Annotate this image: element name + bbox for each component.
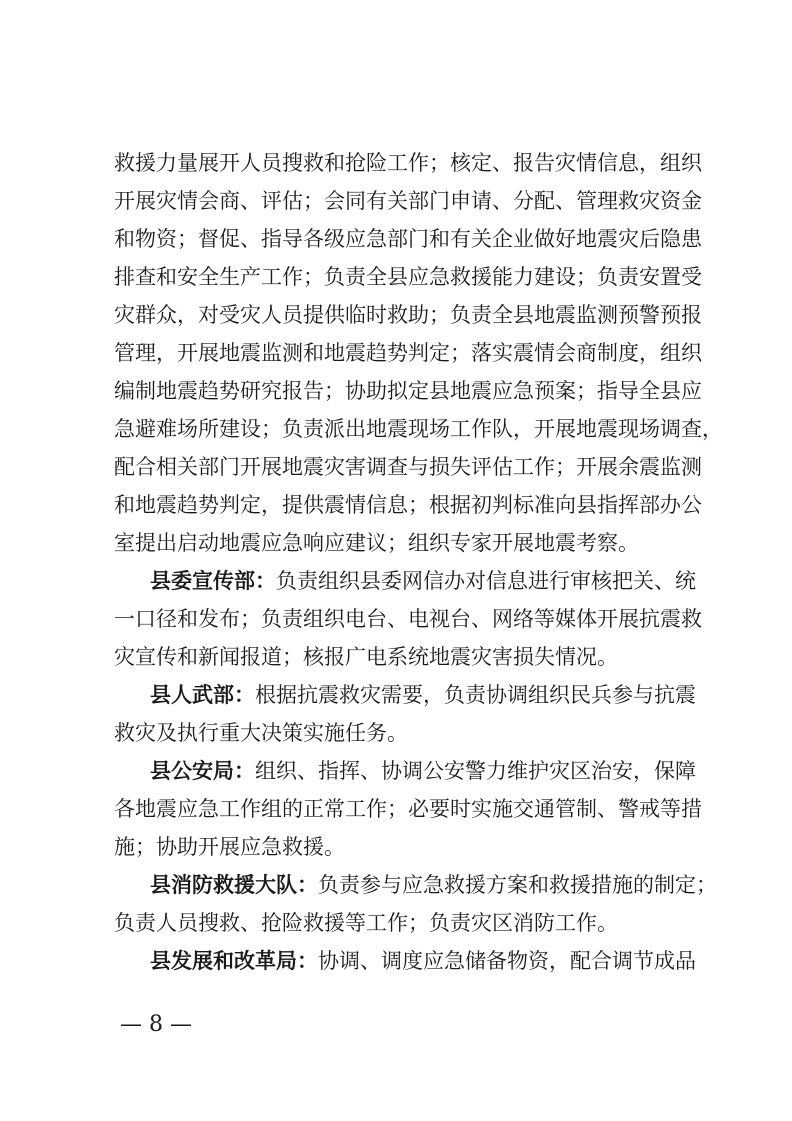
page-number: — 8 — xyxy=(120,1012,192,1037)
body-text-line: 灾群众，对受灾人员提供临时救助；负责全县地震监测预警预报 xyxy=(114,303,702,327)
body-text-line: 配合相关部门开展地震灾害调查与损失评估工作；开展余震监测 xyxy=(114,455,702,479)
section-heading: 县公安局： xyxy=(150,758,255,783)
section-police-first-line xyxy=(150,756,696,786)
body-text-line: 施；协助开展应急救援。 xyxy=(114,835,345,859)
body-text-line: 管理，开展地震监测和地震趋势判定；落实震情会商制度，组织 xyxy=(114,341,702,365)
body-text-line: 和地震趋势判定，提供震情信息；根据初判标准向县指挥部办公 xyxy=(114,493,702,517)
body-text-line: 救援力量展开人员搜救和抢险工作；核定、报告灾情信息，组织 xyxy=(114,151,702,175)
section-heading: 县委宣传部： xyxy=(150,568,276,593)
body-text-line: 室提出启动地震应急响应建议；组织专家开展地震考察。 xyxy=(114,531,639,555)
body-text-line: 开展灾情会商、评估；会同有关部门申请、分配、管理救灾资金 xyxy=(114,189,702,213)
body-text-line: 各地震应急工作组的正常工作；必要时实施交通管制、警戒等措 xyxy=(114,797,702,821)
body-text-line: 灾宣传和新闻报道；核报广电系统地震灾害损失情况。 xyxy=(114,645,618,669)
section-development-reform-first-line xyxy=(150,946,696,976)
section-publicity-first-line xyxy=(150,566,696,596)
section-text: 根据抗震救灾需要，负责协调组织民兵参与抗震 xyxy=(255,683,696,707)
section-armed-forces-first-line xyxy=(150,680,696,710)
body-text-line: 和物资；督促、指导各级应急部门和有关企业做好地震灾后隐患 xyxy=(114,227,702,251)
section-fire-rescue-first-line xyxy=(150,870,717,900)
body-text-line: 救灾及执行重大决策实施任务。 xyxy=(114,721,408,745)
body-text-line: 负责人员搜救、抢险救援等工作；负责灾区消防工作。 xyxy=(114,911,618,935)
section-heading: 县发展和改革局： xyxy=(150,948,318,973)
section-heading: 县消防救援大队： xyxy=(150,872,318,897)
section-text: 协调、调度应急储备物资，配合调节成品 xyxy=(318,949,696,973)
body-text-line: 编制地震趋势研究报告；协助拟定县地震应急预案；指导全县应 xyxy=(114,379,702,403)
body-text-line: 急避难场所建设；负责派出地震现场工作队，开展地震现场调查， xyxy=(114,417,723,441)
body-text-line: 排查和安全生产工作；负责全县应急救援能力建设；负责安置受 xyxy=(114,265,702,289)
body-text-line: 一口径和发布；负责组织电台、电视台、网络等媒体开展抗震救 xyxy=(114,607,702,631)
section-text: 负责组织县委网信办对信息进行审核把关、统 xyxy=(276,569,696,593)
section-text: 组织、指挥、协调公安警力维护灾区治安，保障 xyxy=(255,759,696,783)
section-heading: 县人武部： xyxy=(150,682,255,707)
section-text: 负责参与应急救援方案和救援措施的制定； xyxy=(318,873,717,897)
